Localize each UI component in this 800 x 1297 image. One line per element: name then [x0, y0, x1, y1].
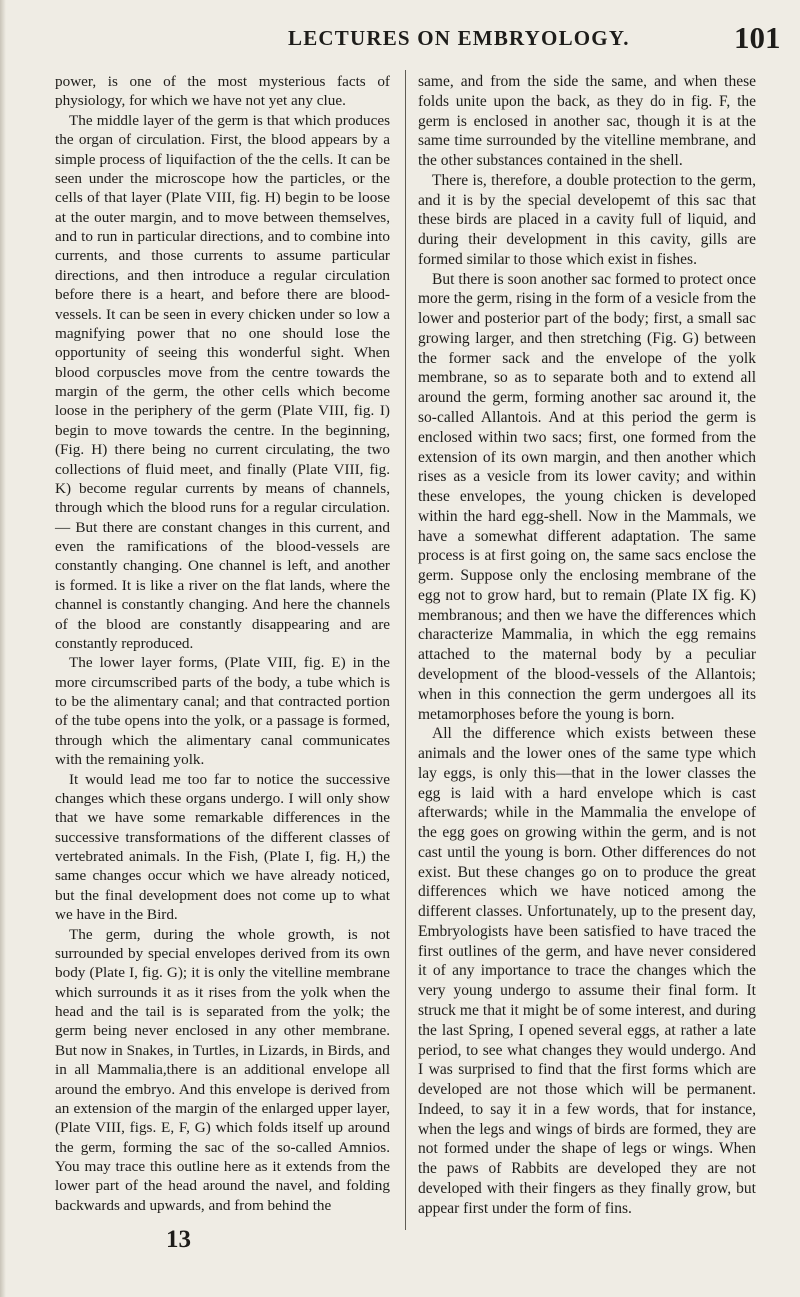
paragraph: same, and from the side the same, and when these folds unite upon the back, as they do in fig. F, the germ is enclosed in another sac, though it is at the same time surrounded by the vitelline membrane, and the other substances contained in the shell.	[418, 73, 756, 170]
right-column	[418, 72, 756, 1218]
left-column	[55, 72, 390, 1215]
paragraph: All the difference which exists between these animals and the lower ones of the same type which lay eggs, is only this—that in the lower classes the egg is laid with a hard envelope which is cast afterwards; while in the Mammalia the envelope of the egg goes on growing within the germ, and is not cast until the young is born. Other differences do not exist. But these changes go on to produce the great differences which we have noticed among the different classes. Unfortunately, up to the present day, Embryologists have been satisfied to have traced the first outlines of the germ, and have never considered it of any importance to trace the changes which the very young undergo to assume their final form. It struck me that it might be of some interest, and during the last Spring, I opened several eggs, at rather a late period, to see what changes they would undergo. And I was surprised to find that the first forms which are developed are not those which will be permanent. Indeed, to say it in a few words, that for instance, when the legs and wings of birds are formed, they are not formed under the shape of legs or wings. When the paws of Rabbits are developed they are not developed with their fingers as they finally grow, but appear first under the form of fins.	[418, 725, 756, 1217]
paragraph: The lower layer forms, (Plate VIII, fig. E) in the more circumscribed parts of the body, a tube which is to be the alimentary canal; and that contracted portion of the tube opens into the yolk, or a passage is formed, through which the alimentary canal communicates with the remaining yolk.	[55, 654, 390, 769]
page-header	[0, 20, 800, 60]
paragraph: The middle layer of the germ is that which produces the organ of circulation. First, the blood appears by a simple process of liquifaction of the the cells. It can be seen under the microscope how the particles, or the cells of that layer (Plate VIII, fig. H) begin to be loose at the outer margin, and to move between themselves, and to run in particular directions, and to combine into currents, and those currents to assume particular directions, and then introduce a regular circulation before there is a heart, and before there are blood-vessels. It can be seen in every chicken under so low a magnifying power that no one should lose the opportunity of seeing this wonderful sight. When blood corpuscles move from the centre towards the margin of the germ, the other cells which become loose in the periphery of the germ (Plate VIII, fig. I) begin to move towards the centre. In the beginning, (Fig. H) there being no current circulating, the two collections of fluid meet, and finally (Plate VIII, fig. K) become regular currents by means of channels, through which the blood runs for a regular circulation.— But there are constant changes in this current, and even the ramifications of the blood-vessels are constantly changing. One channel is left, and another is formed. It is like a river on the flat lands, where the channel is constantly changing. And here the channels of the blood are constantly disappearing and are constantly reproduced.	[55, 111, 390, 652]
page-edge-shadow	[0, 0, 6, 1297]
running-head: LECTURES ON EMBRYOLOGY.	[288, 26, 630, 50]
paragraph: There is, therefore, a double protection to the germ, and it is by the special developemt of this sac that these birds are placed in a cavity full of liquid, and during their development in this cavity, gills are formed similar to those which exist in fishes.	[418, 171, 756, 268]
column-divider	[405, 70, 406, 1230]
paragraph: The germ, during the whole growth, is not surrounded by special envelopes derived from its own body (Plate I, fig. G); it is only the vitelline membrane which surrounds it as it rises from the yolk when the head and the tail is is separated from the yolk; the germ being never enclosed in any other membrane. But now in Snakes, in Turtles, in Lizards, in Birds, and in all Mammalia,there is an additional envelope all around the embryo. And this envelope is derived from an extension of the margin of the enlarged upper layer, (Plate VIII, figs. E, F, G) which folds itself up around the germ, forming the sac of the so-called Amnios. You may trace this outline here as it extends from the lower part of the head around the navel, and folding backwards and upwards, and from behind the	[55, 925, 390, 1214]
paragraph: power, is one of the most mysterious facts of physiology, for which we have not yet any clue.	[55, 73, 390, 110]
signature-folio: 13	[166, 1226, 191, 1253]
paragraph: But there is soon another sac formed to protect once more the germ, rising in the form of a vesicle from the lower and posterior part of the body; first, a small sac growing larger, and then stretching (Fig. G) between the former sack and the envelope of the yolk membrane, so as to separate both and to extend all around the germ, forming another sac around it, the so-called Allantois. And at this period the germ is enclosed within two sacs; first, one formed from the extension of its own margin, and then another which rises as a vesicle from its lower cavity; and within these envelopes, the young chicken is developed within the hard egg-shell. Now in the Mammals, we have a somewhat different adaptation. The same process is at first going on, the same sacs enclose the germ. Suppose only the enclosing membrane of the egg not to grow hard, but to remain (Plate IX fig. K) membranous; and then we have the differences which characterize Mammalia, in which the egg remains attached to the maternal body by a peculiar development of the blood-vessels of the Allantois; when in this connection the germ undergoes all its metamorphoses before the young is born.	[418, 270, 756, 723]
page-number: 101	[734, 20, 781, 55]
paragraph: It would lead me too far to notice the successive changes which these organs undergo. I will only show that we have some remarkable differences in the successive transformations of the different classes of vertebrated animals. In the Fish, (Plate I, fig. H,) the same changes occur which we have already noticed, but the final development does not come up to what we have in the Bird.	[55, 770, 390, 924]
